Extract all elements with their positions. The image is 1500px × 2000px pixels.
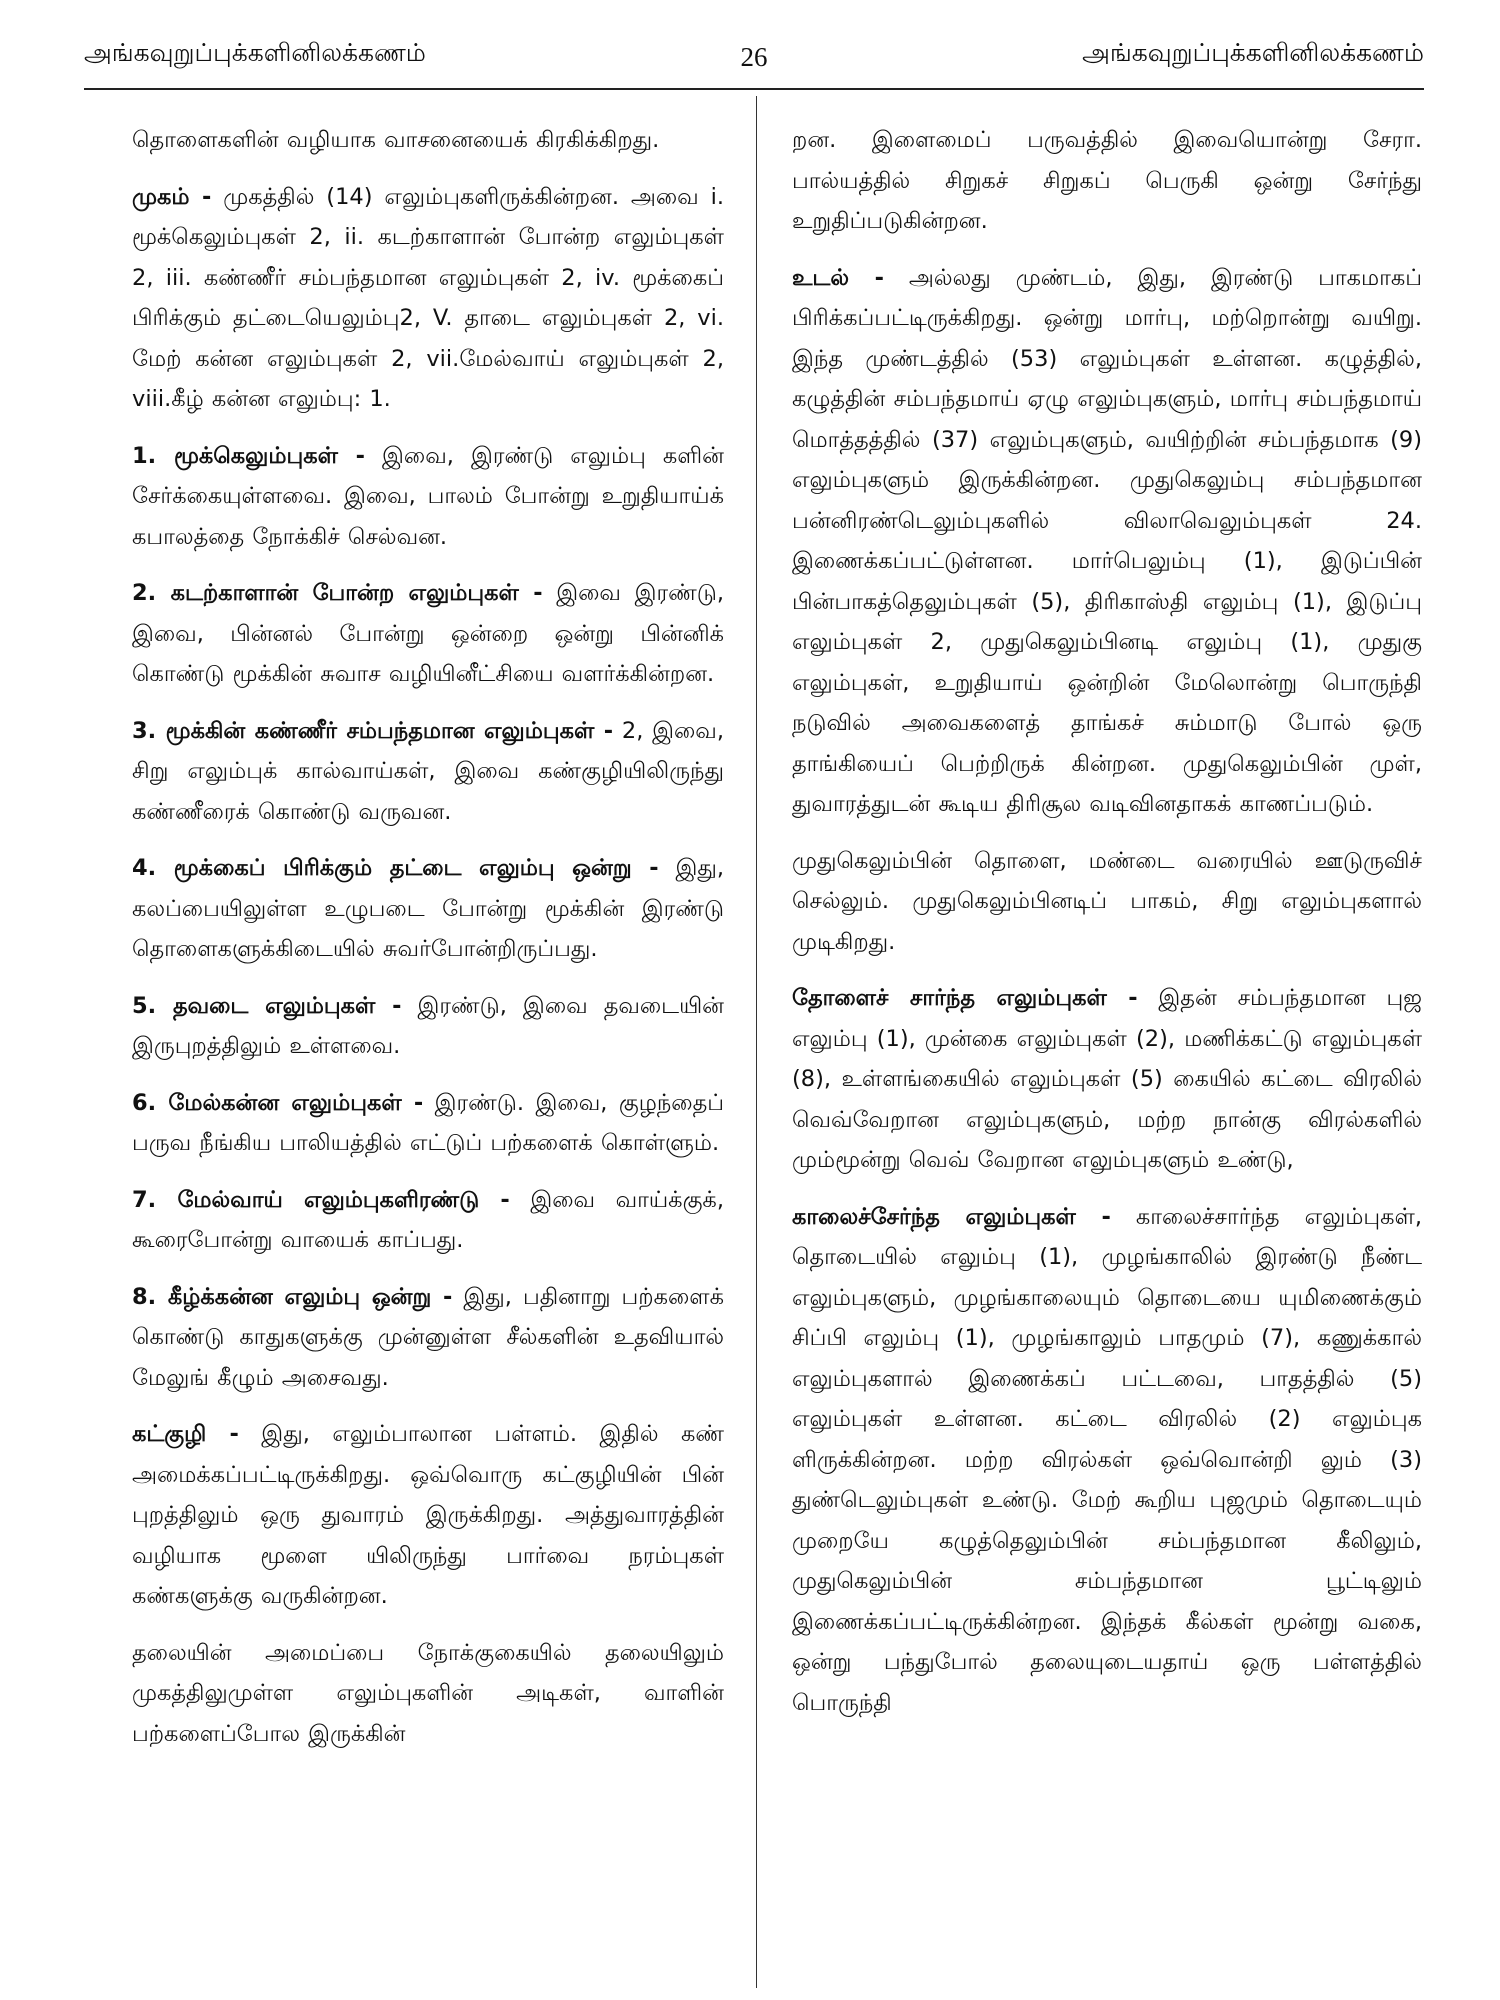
header-left-title: அங்கவுறுப்புக்களினிலக்கணம் <box>84 38 426 67</box>
paragraph-text: அல்லது முண்டம், இது, இரண்டு பாகமாகப் பிரிக்கப்பட்டிருக்கிறது. ஒன்று மார்பு, மற்றொன்று வயிறு. இந்த முண்டத்தில் (53) எலும்புகள் உள்ளன. கழுத்தில், கழுத்தின் சம்பந்தமாய் ஏழு எலும்புகளும், மார்பு சம்பந்தமாய் மொத்தத்தில் (37) எலும்புகளும், வயிற்றின் சம்பந்தமாக (9) எலும்புகளும் இருக்கின்றன. முதுகெலும்பு சம்பந்தமான பன்னிரண்டெலும்புகளில் விலாவெலும்புகள் 24. இணைக்கப்பட்டுள்ளன. மார்பெலும்பு (1), இடுப்பின் பின்பாகத்தெலும்புகள் (5), திரிகாஸ்தி எலும்பு (1), இடுப்பு எலும்புகள் 2, முதுகெலும்பினடி எலும்பு (1), முதுகு எலும்புகள், உறுதியாய் ஒன்றின் மேலொன்று பொருந்தி நடுவில் அவைகளைத் தாங்கச் சும்மாடு போல் ஒரு தாங்கியைப் பெற்றிருக் கின்றன. முதுகெலும்பின் முள், துவாரத்துடன் கூடிய திரிசூல வடிவினதாகக் காணப்படும். <box>792 264 1422 817</box>
paragraph <box>132 120 724 161</box>
paragraph-text: இது, பதினாறு பற்களைக் கொண்டு காதுகளுக்கு முன்னுள்ள சீல்களின் உதவியால் மேலுங் கீழும் அசைவது. <box>132 1283 724 1391</box>
running-header <box>84 30 1424 90</box>
paragraph-heading: 4. மூக்கைப் பிரிக்கும் தட்டை எலும்பு ஒன்று - <box>132 855 659 881</box>
paragraph <box>792 841 1422 963</box>
paragraph-text: இது, கலப்பையிலுள்ள உழுபடை போன்று மூக்கின் இரண்டு தொளைகளுக்கிடையில் சுவர்போன்றிருப்பது. <box>132 855 724 962</box>
paragraph <box>792 120 1422 242</box>
paragraph-text: காலைச்சார்ந்த எலும்புகள், தொடையில் எலும்பு (1), முழங்காலில் இரண்டு நீண்ட எலும்புகளும், முழங்காலையும் தொடையை யுமிணைக்கும் சிப்பி எலும்பு (1), முழங்காலும் பாதமும் (7), கணுக்கால் எலும்புகளால் இணைக்கப் பட்டவை, பாதத்தில் (5) எலும்புகள் உள்ளன. கட்டை விரலில் (2) எலும்புக ளிருக்கின்றன. மற்ற விரல்கள் ஒவ்வொன்றி லும் (3) துண்டெலும்புகள் உண்டு. மேற் கூறிய புஜமும் தொடையும் முறையே கழுத்தெலும்பின் சம்பந்தமான கீலிலும், முதுகெலும்பின் சம்பந்தமான பூட்டிலும் இணைக்கப்பட்டிருக்கின்றன. இந்தக் கீல்கள் மூன்று வகை, ஒன்று பந்துபோல் தலையுடையதாய் ஒரு பள்ளத்தில் பொருந்தி <box>792 1203 1423 1716</box>
paragraph-heading: 8. கீழ்க்கன்ன எலும்பு ஒன்று - <box>132 1283 453 1310</box>
paragraph <box>132 1083 724 1164</box>
paragraph-heading: தோளைச் சார்ந்த எலும்புகள் - <box>792 985 1138 1011</box>
paragraph-heading: 3. மூக்கின் கண்ணீர் சம்பந்தமான எலும்புகள் - <box>132 717 614 744</box>
paragraph <box>792 1197 1422 1724</box>
paragraph-heading: 1. மூக்கெலும்புகள் - <box>132 442 365 469</box>
right-column <box>792 120 1422 1739</box>
page-number: 26 <box>740 42 768 72</box>
paragraph-text: 2, இவை, சிறு எலும்புக் கால்வாய்கள், இவை கண்குழியிலிருந்து கண்ணீரைக் கொண்டு வருவன. <box>132 717 724 825</box>
paragraph <box>792 258 1422 825</box>
header-right-title: அங்கவுறுப்புக்களினிலக்கணம் <box>1082 38 1424 67</box>
paragraph-text: இது, எலும்பாலான பள்ளம். இதில் கண் அமைக்கப்பட்டிருக்கிறது. ஒவ்வொரு கட்குழியின் பின் புறத்திலும் ஒரு துவாரம் இருக்கிறது. அத்துவாரத்தின் வழியாக மூளை யிலிருந்து பார்வை நரம்புகள் கண்களுக்கு வருகின்றன. <box>132 1421 725 1609</box>
paragraph-text: இவை இரண்டு, இவை, பின்னல் போன்று ஒன்றை ஒன்று பின்னிக் கொண்டு மூக்கின் சுவாச வழியினீட்சியை வளர்க்கின்றன. <box>132 580 725 687</box>
paragraph-text: தொளைகளின் வழியாக வாசனையைக் கிரகிக்கிறது. <box>132 127 660 153</box>
paragraph-heading: 6. மேல்கன்ன எலும்புகள் - <box>132 1089 424 1116</box>
paragraph <box>132 848 724 970</box>
paragraph-text: முகத்தில் (14) எலும்புகளிருக்கின்றன. அவை i. மூக்கெலும்புகள் 2, ii. கடற்காளான் போன்ற எலும்புகள் 2, iii. கண்ணீர் சம்பந்தமான எலும்புகள் 2, iv. மூக்கைப் பிரிக்கும் தட்டையெலும்பு2, V. தாடை எலும்புகள் 2, vi. மேற் கன்ன எலும்புகள் 2, vii.மேல்வாய் எலும்புகள் 2, viii.கீழ் கன்ன எலும்பு: 1. <box>132 183 724 412</box>
paragraph <box>132 711 724 833</box>
paragraph-text: இவை, இரண்டு எலும்பு களின் சேர்க்கையுள்ளவை. இவை, பாலம் போன்று உறுதியாய்க் கபாலத்தை நோக்கிச் செல்வன. <box>132 442 724 550</box>
paragraph <box>132 436 724 558</box>
left-column <box>132 120 724 1770</box>
paragraph-heading: 5. தவடை எலும்புகள் - <box>132 992 402 1019</box>
paragraph <box>792 978 1422 1181</box>
paragraph-text: முதுகெலும்பின் தொளை, மண்டை வரையில் ஊடுருவிச் செல்லும். முதுகெலும்பினடிப் பாகம், சிறு எலும்புகளால் முடிகிறது. <box>792 847 1422 955</box>
paragraph <box>132 1277 724 1399</box>
paragraph-text: இதன் சம்பந்தமான புஜ எலும்பு (1), முன்கை எலும்புகள் (2), மணிக்கட்டு எலும்புகள் (8), உள்ளங்கையில் எலும்புகள் (5) கையில் கட்டை விரலில் வெவ்வேறான எலும்புகளும், மற்ற நான்கு விரல்களில் மும்மூன்று வெவ் வேறான எலும்புகளும் உண்டு, <box>792 985 1422 1173</box>
paragraph-text: தலையின் அமைப்பை நோக்குகையில் தலையிலும் முகத்திலுமுள்ள எலும்புகளின் அடிகள், வாளின் பற்களைப்போல இருக்கின் <box>132 1639 724 1747</box>
paragraph-heading: உடல் - <box>792 264 884 291</box>
paragraph <box>132 1633 724 1755</box>
paragraph-heading: கட்குழி - <box>132 1421 239 1447</box>
paragraph <box>132 573 724 695</box>
paragraph-text: இரண்டு. இவை, குழந்தைப் பருவ நீங்கிய பாலியத்தில் எட்டுப் பற்களைக் கொள்ளும். <box>132 1089 724 1156</box>
paragraph <box>132 1414 724 1617</box>
paragraph <box>132 986 724 1067</box>
column-divider <box>756 96 757 1988</box>
paragraph-heading: முகம் - <box>132 183 212 210</box>
paragraph-text: றன. இளைமைப் பருவத்தில் இவையொன்று சேரா. பால்யத்தில் சிறுகச் சிறுகப் பெருகி ஒன்று சேர்ந்து உறுதிப்படுகின்றன. <box>792 127 1422 234</box>
paragraph-text: இரண்டு, இவை தவடையின் இருபுறத்திலும் உள்ளவை. <box>132 992 724 1059</box>
paragraph-heading: காலைச்சேர்ந்த எலும்புகள் - <box>792 1203 1111 1230</box>
paragraph-heading: 2. கடற்காளான் போன்ற எலும்புகள் - <box>132 580 543 606</box>
paragraph <box>132 1180 724 1261</box>
paragraph <box>132 177 724 420</box>
paragraph-text: இவை வாய்க்குக், கூரைபோன்று வாயைக் காப்பது. <box>132 1186 724 1253</box>
paragraph-heading: 7. மேல்வாய் எலும்புகளிரண்டு - <box>132 1186 510 1213</box>
